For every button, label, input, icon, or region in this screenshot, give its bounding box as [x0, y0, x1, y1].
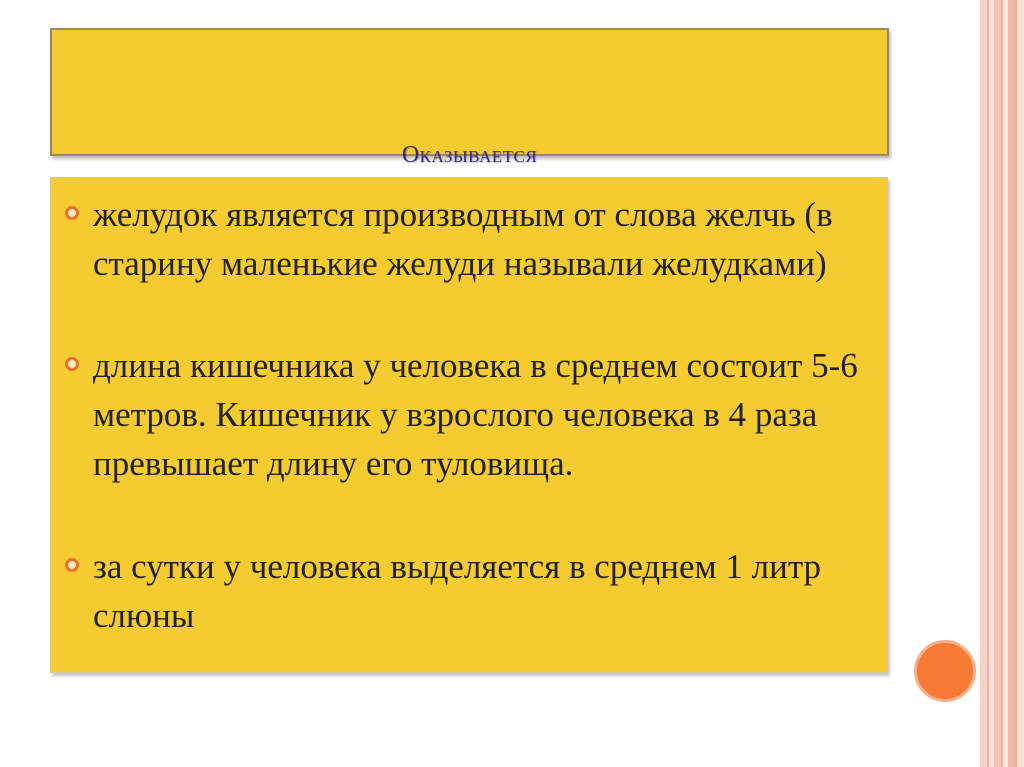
orange-circle-decoration: [914, 640, 976, 702]
bullet-item: [93, 190, 867, 288]
bullet-circle-icon: [65, 558, 79, 572]
title-box: [50, 28, 889, 168]
bullet-item: [93, 542, 867, 640]
content-box: [50, 177, 888, 673]
bullet-circle-icon: [65, 206, 79, 220]
slide-title: Оказывается: [401, 142, 538, 168]
stripe-line: [1015, 0, 1017, 767]
decorative-stripes: [980, 0, 1024, 767]
bullet-text: за сутки у человека выделяется в среднем 1 литр слюны: [93, 547, 822, 635]
bullet-text: желудок является производным от слова желчь (в старину маленькие желуди называли желудками): [93, 195, 833, 283]
bullet-text: длина кишечника у человека в среднем состоит 5-6 метров. Кишечник у взрослого человека в 4 раза превышает длину его туловища.: [93, 346, 858, 483]
stripe-line: [1001, 0, 1003, 767]
bullet-item: [93, 341, 867, 488]
bullet-circle-icon: [65, 357, 79, 371]
stripe-line: [987, 0, 989, 767]
